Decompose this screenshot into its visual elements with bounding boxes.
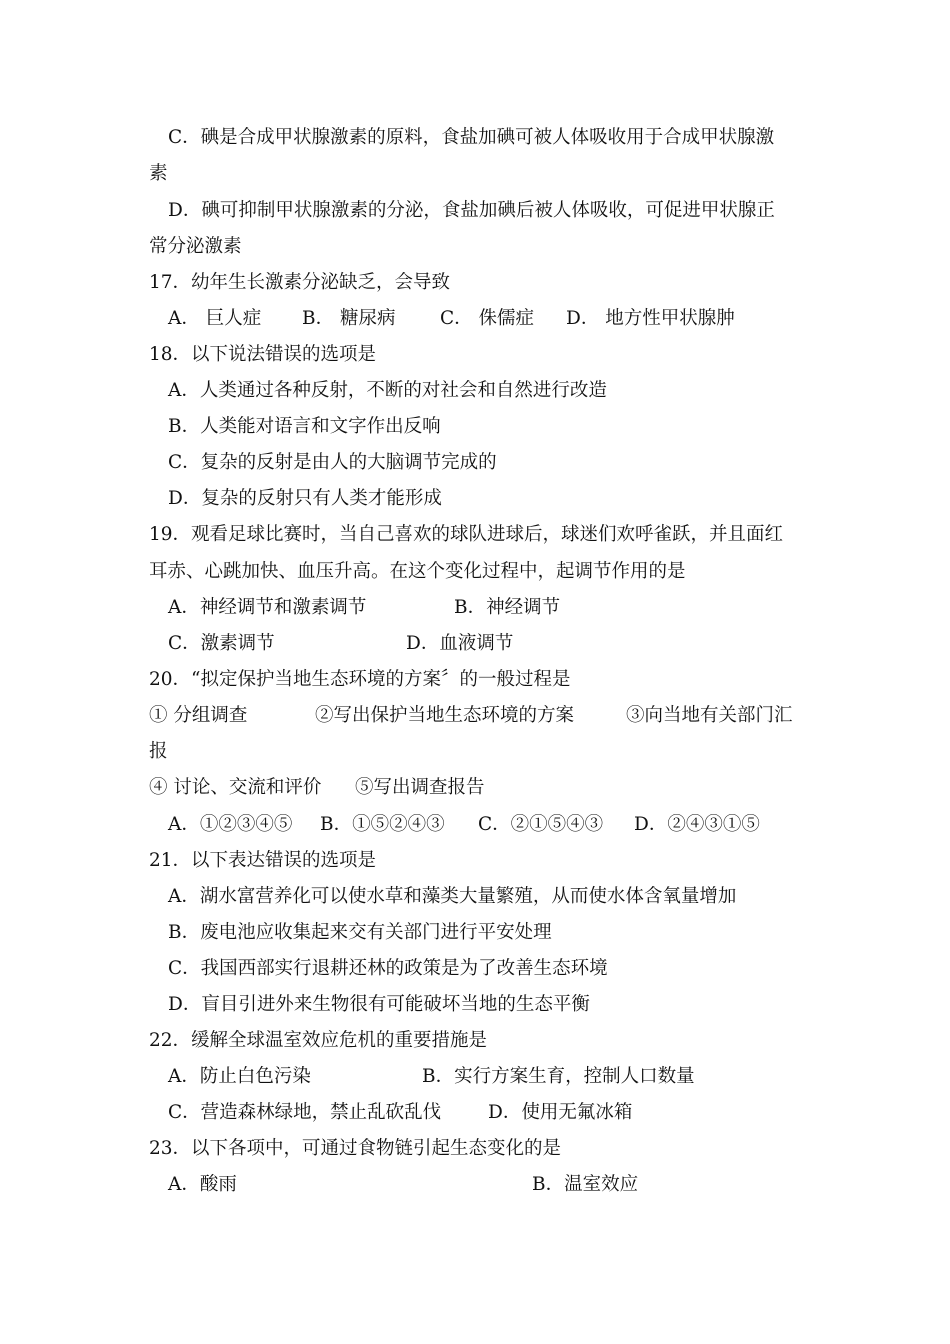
q17-option-d: D． 地方性甲状腺肿 xyxy=(566,308,735,329)
q20-option-c: C．②①⑤④③ xyxy=(478,814,604,835)
q21-option-b: B．废电池应收集起来交有关部门进行平安处理 xyxy=(168,922,552,943)
q20-step-1: ① 分组调查 xyxy=(149,705,248,726)
q17-option-c: C． 侏儒症 xyxy=(440,308,535,329)
q20-option-a: A．①②③④⑤ xyxy=(168,814,293,835)
q20-option-d: D．②④③①⑤ xyxy=(634,814,760,835)
q22-option-b: B．实行方案生育，控制人口数量 xyxy=(422,1066,695,1087)
q23-option-b: B．温室效应 xyxy=(532,1174,639,1195)
q20-steps-row2: 报 xyxy=(149,741,168,762)
q23-stem: 23．以下各项中，可通过食物链引起生态变化的是 xyxy=(149,1138,562,1159)
q18-stem: 18．以下说法错误的选项是 xyxy=(149,344,377,365)
q22-stem: 22．缓解全球温室效应危机的重要措施是 xyxy=(149,1030,488,1051)
q18-option-c: C．复杂的反射是由人的大脑调节完成的 xyxy=(168,452,497,473)
q22-option-d: D．使用无氟冰箱 xyxy=(488,1102,633,1123)
q22-option-a: A．防止白色污染 xyxy=(168,1066,311,1087)
q19-stem-line1: 19．观看足球比赛时，当自己喜欢的球队进球后，球迷们欢呼雀跃，并且面红 xyxy=(149,524,784,545)
q18-option-a: A．人类通过各种反射，不断的对社会和自然进行改造 xyxy=(168,380,607,401)
q16-option-d-line1: D．碘可抑制甲状腺激素的分泌，食盐加碘后被人体吸收，可促进甲状腺正 xyxy=(168,200,775,221)
q19-option-c: C．激素调节 xyxy=(168,633,275,654)
q20-stem: 20．“拟定保护当地生态环境的方案〞的一般过程是 xyxy=(149,669,571,690)
q20-step-2: ②写出保护当地生态环境的方案 xyxy=(315,705,575,726)
q19-option-d: D．血液调节 xyxy=(406,633,514,654)
q20-step-4: ④ 讨论、交流和评价 xyxy=(149,777,322,798)
q21-option-d: D．盲目引进外来生物很有可能破坏当地的生态平衡 xyxy=(168,994,590,1015)
q16-option-d-line2: 常分泌激素 xyxy=(149,236,242,257)
q20-step-3: ③向当地有关部门汇 xyxy=(626,705,793,726)
q21-option-c: C．我国西部实行退耕还林的政策是为了改善生态环境 xyxy=(168,958,608,979)
q18-option-b: B．人类能对语言和文字作出反响 xyxy=(168,416,441,437)
q17-option-a: A． 巨人症 xyxy=(168,308,262,329)
q21-stem: 21．以下表达错误的选项是 xyxy=(149,850,377,871)
q19-stem-line2: 耳赤、心跳加快、血压升高。在这个变化过程中，起调节作用的是 xyxy=(149,561,686,582)
q19-option-a: A．神经调节和激素调节 xyxy=(168,597,367,618)
q17-stem: 17．幼年生长激素分泌缺乏，会导致 xyxy=(149,272,451,293)
q19-option-b: B．神经调节 xyxy=(454,597,561,618)
q17-option-b: B． 糖尿病 xyxy=(302,308,396,329)
q20-option-b: B．①⑤②④③ xyxy=(320,814,445,835)
q21-option-a: A．湖水富营养化可以使水草和藻类大量繁殖，从而使水体含氧量增加 xyxy=(168,886,737,907)
q20-step-5: ⑤写出调查报告 xyxy=(355,777,485,798)
q23-option-a: A．酸雨 xyxy=(168,1174,237,1195)
q16-option-c-line2: 素 xyxy=(149,163,168,184)
q16-option-c-line1: C．碘是合成甲状腺激素的原料，食盐加碘可被人体吸收用于合成甲状腺激 xyxy=(168,127,775,148)
q22-option-c: C．营造森林绿地，禁止乱砍乱伐 xyxy=(168,1102,442,1123)
q18-option-d: D．复杂的反射只有人类才能形成 xyxy=(168,488,442,509)
